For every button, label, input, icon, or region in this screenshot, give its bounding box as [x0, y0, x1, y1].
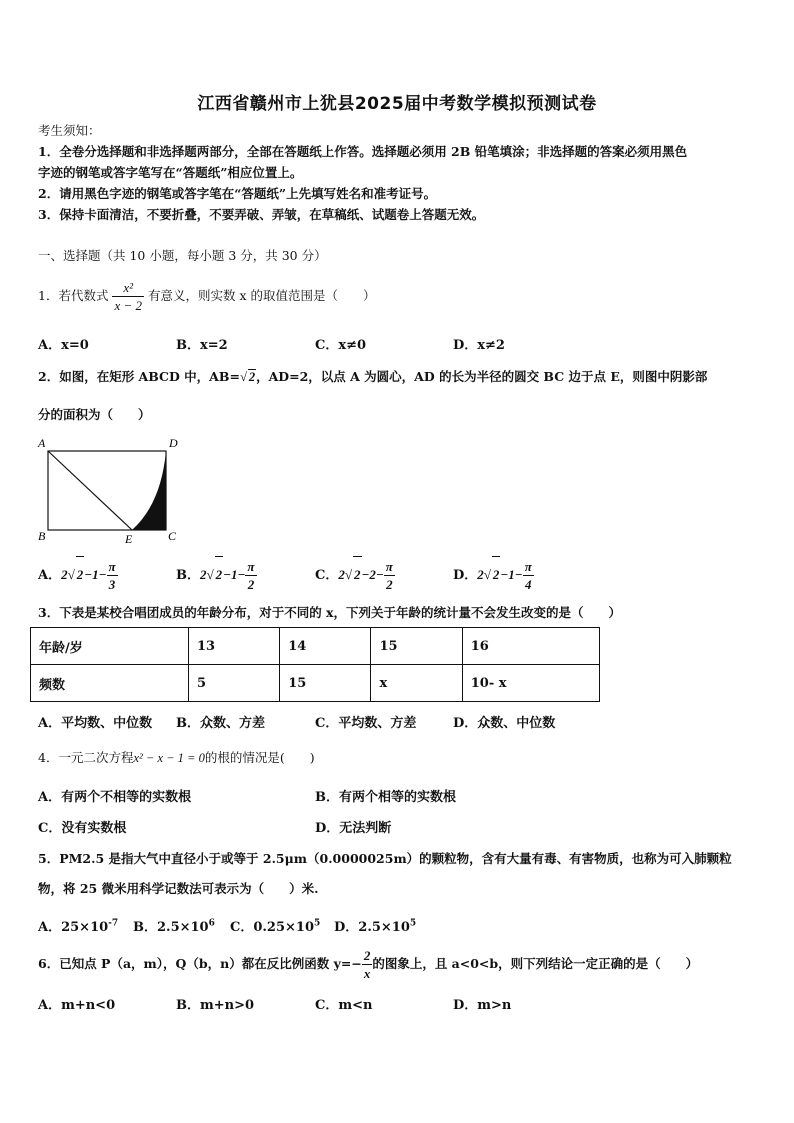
q5-a-letter: A．: [38, 920, 62, 935]
q5-b-letter: B．: [133, 920, 157, 935]
q2-a-letter: A．: [38, 568, 62, 583]
q2-option-a: A．2√ 2−1− $\frac{\pi}{3}$: [38, 556, 118, 594]
question-6-stem: [38, 944, 698, 984]
q1-frac-num: x²: [112, 281, 144, 297]
q1-frac-den: x − 2: [114, 298, 142, 313]
notice-item-1-line-2: 字迹的钢笔或答字笔写在“答题纸”相应位置上。: [38, 165, 303, 180]
q2-a-den: 3: [108, 577, 116, 592]
table-cell: 10- x: [462, 665, 599, 702]
age-distribution-table: [30, 627, 600, 702]
q2-b-mid: −1−: [223, 567, 246, 582]
q2-suffix: ，AD=2，以点 A 为圆心，AD 的长为半径的圆交 BC 边于点 E，则图中阴影部: [256, 369, 708, 384]
question-1-stem: [38, 276, 375, 316]
q2-c-num: π: [385, 559, 393, 574]
question-4-stem: [38, 748, 315, 766]
q6-option-b: B．m+n>0: [176, 998, 255, 1013]
q2-b-den: 2: [247, 577, 255, 592]
q5-c-exp: 5: [314, 918, 321, 929]
label-e: E: [125, 532, 133, 546]
q2-a-lead: 2: [61, 567, 68, 582]
q5-option-d: [334, 916, 416, 935]
q1-fraction: [112, 281, 144, 312]
q5-d-letter: D．: [334, 920, 359, 935]
segment-ae: [48, 451, 132, 530]
q1-suffix: 有意义，则实数 x 的取值范围是（ ）: [147, 288, 376, 303]
q2-d-rad: 2: [492, 556, 501, 593]
q1-option-a: A．x=0: [38, 338, 89, 353]
q2-a-rad: 2: [76, 556, 85, 593]
q5-b-base: 2.5×10: [157, 920, 209, 935]
table-cell: 13: [188, 628, 279, 665]
question-2-stem: 2．如图，在矩形 ABCD 中，AB=√ 2，AD=2，以点 A 为圆心，AD 的长为半径的圆交 BC 边于点 E，则图中阴影部: [38, 369, 708, 384]
notice-item-3: 3．保持卡面清洁，不要折叠，不要弄破、弄皱，在草稿纸、试题卷上答题无效。: [38, 207, 485, 222]
q6-option-a: A．m+n<0: [38, 998, 116, 1013]
q6-frac-num: 2: [363, 948, 371, 963]
q5-option-c: [230, 916, 320, 935]
section-heading: 一、选择题（共 10 小题，每小题 3 分，共 30 分）: [38, 248, 327, 263]
q2-c-den: 2: [386, 577, 393, 592]
label-c: C: [168, 529, 177, 543]
q2-b-rad: 2: [215, 556, 224, 593]
q2-a-mid: −1−: [84, 567, 107, 582]
q3-option-c: C．平均数、方差: [315, 716, 417, 731]
notice-item-2: 2．请用黑色字迹的钢笔或答字笔在“答题纸”上先填写姓名和准考证号。: [38, 186, 437, 201]
q6-prefix: 6．已知点 P（a，m），Q（b，n）都在反比例函数 y=−: [38, 956, 362, 971]
q1-option-d: D．x≠2: [453, 338, 505, 353]
q4-option-d: D．无法判断: [315, 821, 392, 836]
q6-suffix: 的图象上，且 a<0<b，则下列结论一定正确的是（ ）: [372, 956, 699, 971]
q4-prefix: 4．一元二次方程: [38, 750, 134, 765]
q2-option-b: B．2√ 2−1− $\frac{\pi}{2}$: [176, 556, 257, 594]
q2-d-letter: D．: [453, 568, 478, 583]
table-cell: x: [371, 665, 462, 702]
q2-option-d: D．2√ 2−1− $\frac{\pi}{4}$: [453, 556, 534, 594]
notice-heading: 考生须知：: [38, 123, 101, 138]
q2-a-num: π: [108, 559, 116, 574]
q1-prefix: 1．若代数式: [38, 288, 109, 303]
q2-line-2: 分的面积为（ ）: [38, 407, 151, 422]
notice-item-1-line-1: 1．全卷分选择题和非选择题两部分，全部在答题纸上作答。选择题必须用 2B 铅笔填涂；非选择题的答案必须用黑色: [38, 144, 688, 159]
q2-c-mid: −2−: [361, 567, 384, 582]
exam-title: 江西省赣州市上犹县2025届中考数学模拟预测试卷: [197, 94, 597, 114]
q2-c-rad: 2: [353, 556, 362, 593]
q5-c-letter: C．: [230, 920, 254, 935]
q2-d-den: 4: [524, 577, 532, 592]
q2-b-letter: B．: [176, 568, 200, 583]
q2-option-c: C．2√ 2−2− $\frac{\pi}{2}$: [315, 556, 395, 594]
q3-option-a: A．平均数、中位数: [38, 716, 153, 731]
table-row: [31, 665, 600, 702]
q4-suffix: 的根的情况是( ): [204, 750, 315, 765]
q5-option-a: [38, 916, 118, 935]
q1-option-b: B．x=2: [176, 338, 228, 353]
q4-equation: x² − x − 1 = 0: [133, 751, 205, 765]
table-cell: 年龄/岁: [31, 628, 189, 665]
table-row: [31, 628, 600, 665]
q4-option-b: B．有两个相等的实数根: [315, 790, 456, 805]
q6-fraction: [362, 949, 373, 980]
label-a: A: [38, 436, 46, 450]
q5-c-base: 0.25×10: [253, 920, 315, 935]
q4-option-c: C．没有实数根: [38, 821, 127, 836]
q5-b-exp: 6: [208, 918, 215, 929]
q2-d-num: π: [524, 559, 532, 574]
table-cell: 5: [188, 665, 279, 702]
q2-figure: [36, 434, 186, 546]
q3-option-b: B．众数、方差: [176, 716, 265, 731]
q5-d-base: 2.5×10: [358, 920, 410, 935]
q6-option-c: C．m<n: [315, 998, 373, 1013]
table-cell: 14: [280, 628, 371, 665]
q2-b-lead: 2: [200, 567, 207, 582]
q2-d-lead: 2: [477, 567, 484, 582]
q5-a-base: 25×10: [61, 920, 109, 935]
q2-b-num: π: [247, 559, 255, 574]
table-cell: 15: [280, 665, 371, 702]
label-b: B: [38, 529, 46, 543]
q2-sqrt: 2: [248, 370, 256, 384]
q5-a-exp: -7: [108, 918, 119, 929]
q2-prefix: 2．如图，在矩形 ABCD 中，AB=: [38, 369, 240, 384]
label-d: D: [169, 436, 178, 450]
q1-option-c: C．x≠0: [315, 338, 367, 353]
question-5-line-1: 5．PM2.5 是指大气中直径小于或等于 2.5μm（0.0000025m）的颗粒物，含有大量有毒、有害物质，也称为可入肺颗粒: [38, 851, 732, 866]
q4-option-a: A．有两个不相等的实数根: [38, 790, 192, 805]
q6-option-d: D．m>n: [453, 998, 512, 1013]
question-5-line-2: 物，将 25 微米用科学记数法可表示为（ ）米.: [38, 881, 319, 896]
q2-d-mid: −1−: [500, 567, 523, 582]
q5-d-exp: 5: [409, 918, 417, 929]
q5-option-b: [133, 916, 215, 935]
shaded-region: [132, 451, 166, 530]
question-3-stem: 3．下表是某校合唱团成员的年龄分布，对于不同的 x，下列关于年龄的统计量不会发生改变的是（ ）: [38, 605, 622, 620]
q3-option-d: D．众数、中位数: [453, 716, 556, 731]
q6-frac-den: x: [363, 966, 371, 981]
table-cell: 15: [371, 628, 462, 665]
table-cell: 频数: [31, 665, 189, 702]
q2-c-letter: C．: [315, 568, 339, 583]
q2-c-lead: 2: [338, 567, 345, 582]
table-cell: 16: [462, 628, 599, 665]
